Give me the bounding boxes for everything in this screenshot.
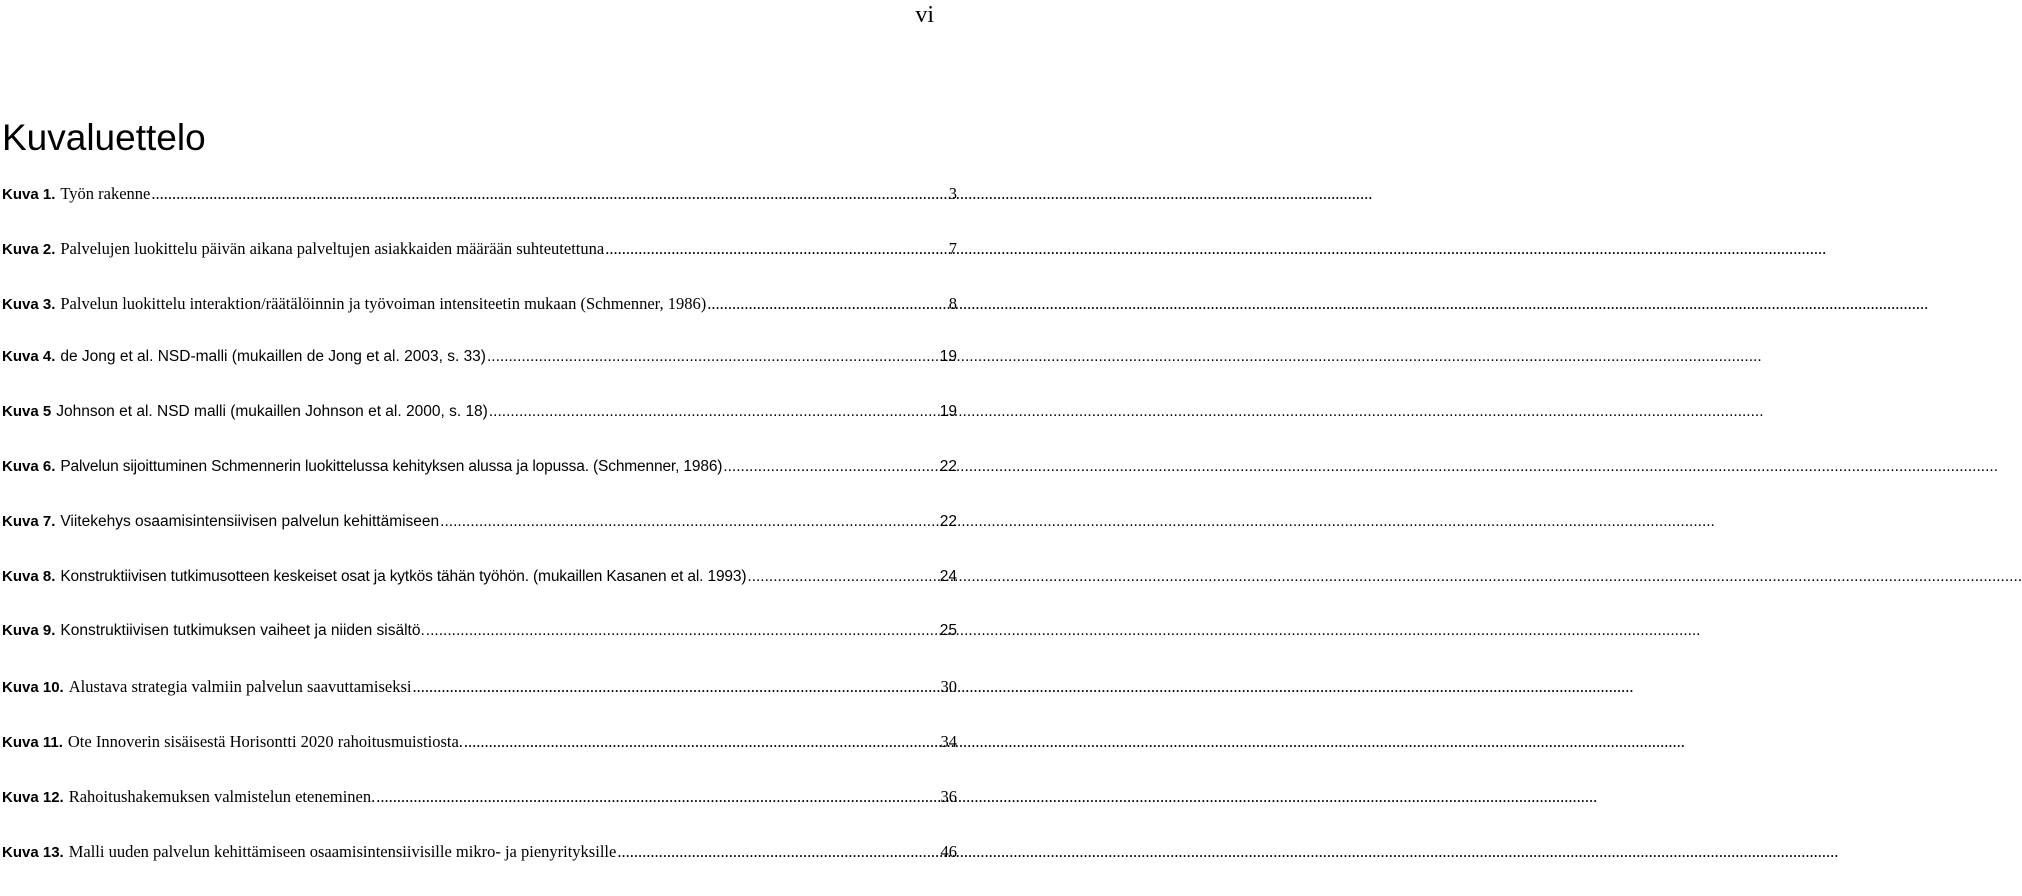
dot-leader (747, 568, 938, 586)
page-reference: 36 (940, 786, 957, 806)
figure-label: Kuva 12. (2, 788, 64, 806)
toc-entry-6[interactable] (2, 458, 957, 513)
dot-leader (707, 294, 947, 314)
figure-caption: Palvelun luokittelu interaktion/räätälöinnin ja työvoiman intensiteetin mukaan (Schmenner, 1986) (60, 293, 707, 313)
page-reference: 34 (940, 731, 957, 751)
page-reference: 22 (939, 457, 957, 475)
dot-leader (617, 842, 939, 862)
page-reference: 46 (940, 841, 957, 861)
page-reference: 22 (939, 512, 957, 530)
figure-caption: Ote Innoverin sisäisestä Horisontti 2020 rahoitusmuistiosta. (67, 731, 463, 751)
figure-caption: Konstruktiivisen tutkimuksen vaiheet ja niiden sisältö. (60, 622, 425, 640)
page-number: vi (915, 2, 934, 28)
figure-label: Kuva 6. (2, 457, 56, 475)
toc-entry-4[interactable] (2, 348, 957, 403)
page-reference: 3 (948, 184, 957, 203)
dot-leader (412, 677, 939, 697)
page-reference: 30 (940, 677, 957, 697)
figure-label: Kuva 4. (2, 348, 56, 366)
figure-caption: de Jong et al. NSD-malli (mukaillen de Jong et al. 2003, s. 33) (60, 348, 486, 366)
toc-entry-9[interactable] (2, 622, 957, 677)
figure-caption: Rahoitushakemuksen valmistelun eteneminen. (68, 786, 376, 806)
toc-entry-12[interactable] (2, 787, 957, 842)
toc-entry-2[interactable] (2, 239, 957, 294)
figure-label: Kuva 7. (2, 512, 56, 530)
figure-caption: Konstruktiivisen tutkimusotteen keskeiset osat ja kytkös tähän työhön. (mukaillen Kasanen et al. 1993) (60, 567, 747, 585)
list-of-figures (2, 184, 957, 896)
page-reference: 25 (939, 622, 957, 640)
dot-leader (426, 622, 939, 640)
figure-label: Kuva 8. (2, 567, 56, 585)
figure-label: Kuva 2. (2, 240, 56, 258)
dot-leader (151, 184, 947, 204)
dot-leader (605, 239, 948, 259)
figure-label: Kuva 3. (2, 295, 56, 313)
dot-leader (464, 732, 940, 752)
figure-caption: Palvelujen luokittelu päivän aikana palveltujen asiakkaiden määrään suhteutettuna (60, 238, 605, 258)
figure-label: Kuva 1. (2, 186, 56, 203)
dot-leader (487, 348, 939, 366)
dot-leader (440, 513, 939, 531)
page-reference: 8 (948, 293, 957, 313)
dot-leader (723, 458, 938, 476)
toc-entry-8[interactable] (2, 568, 957, 623)
figure-caption: Työn rakenne (60, 184, 151, 203)
page-reference: 19 (939, 348, 957, 366)
figure-label: Kuva 9. (2, 622, 56, 640)
page-title: Kuvaluettelo (2, 117, 206, 158)
toc-entry-10[interactable] (2, 677, 957, 732)
figure-label: Kuva 10. (2, 679, 64, 697)
toc-entry-1[interactable] (2, 184, 957, 239)
toc-entry-3[interactable] (2, 294, 957, 349)
page-reference: 19 (939, 403, 957, 421)
figure-caption: Alustava strategia valmiin palvelun saavuttamiseksi (68, 677, 412, 697)
page-reference: 24 (939, 567, 957, 585)
figure-caption: Malli uuden palvelun kehittämiseen osaamisintensiivisille mikro- ja pienyrityksille (68, 841, 617, 861)
toc-entry-7[interactable] (2, 513, 957, 568)
dot-leader (376, 787, 939, 807)
toc-entry-13[interactable] (2, 842, 957, 896)
dot-leader (489, 403, 939, 421)
figure-label: Kuva 13. (2, 843, 64, 861)
toc-entry-5[interactable] (2, 403, 957, 458)
page-reference: 7 (948, 238, 957, 258)
figure-caption: Palvelun sijoittuminen Schmennerin luokittelussa kehityksen alussa ja lopussa. (Schmenner, 1986) (60, 457, 723, 475)
figure-caption: Viitekehys osaamisintensiivisen palvelun kehittämiseen (60, 512, 440, 530)
figure-label: Kuva 5 (2, 403, 52, 421)
figure-label: Kuva 11. (2, 733, 63, 751)
figure-caption: Johnson et al. NSD malli (mukaillen Johnson et al. 2000, s. 18) (56, 403, 488, 421)
toc-entry-11[interactable] (2, 732, 957, 787)
